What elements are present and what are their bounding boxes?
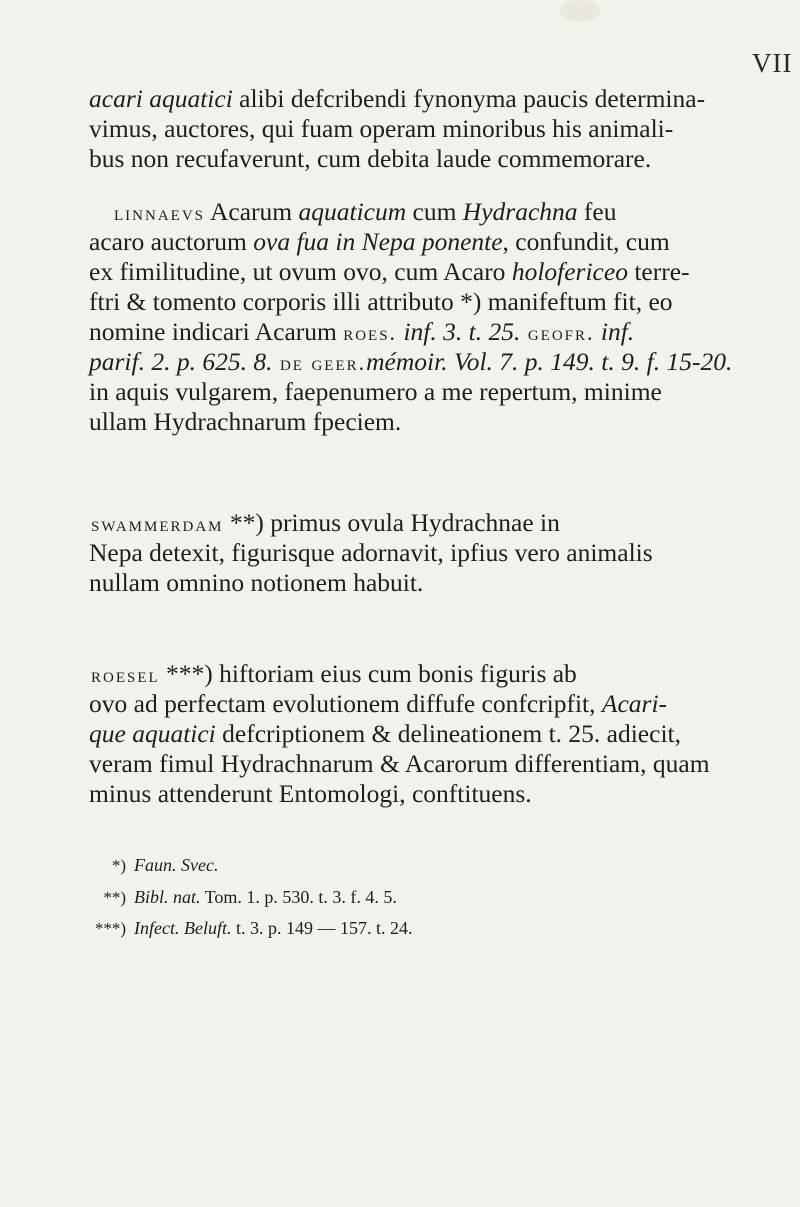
italic-text: acari aquatici: [89, 84, 233, 113]
text-run: ovo ad perfectam evolutionem diffufe confcripfit,: [89, 689, 602, 718]
author-name: de geer.: [272, 350, 367, 375]
text-run: terre-: [627, 257, 690, 286]
footnote: [82, 856, 218, 874]
italic-text: Infect. Beluft.: [134, 918, 232, 938]
text-run: ex fimilitudine, ut ovum ovo, cum Acaro: [89, 257, 512, 286]
text-run: nomine indicari Acarum: [89, 317, 344, 346]
italic-text: inf.: [594, 317, 635, 346]
text-run: alibi defcribendi fynonyma paucis determina-: [232, 84, 706, 113]
text-run: in aquis vulgarem, faepenumero a me repertum, minime: [89, 377, 662, 406]
text-run: nullam omnino notionem habuit.: [89, 568, 424, 597]
text-run: Acarum: [205, 197, 299, 226]
footnote-mark: **): [103, 888, 126, 907]
text-line: [91, 510, 560, 536]
author-name: geofr.: [520, 320, 595, 345]
text-run: Nepa detexit, figurisque adornavit, ipfius vero animalis: [89, 538, 653, 567]
text-line: [89, 259, 690, 285]
text-line: [89, 721, 681, 747]
author-name: swammerdam: [91, 511, 224, 536]
text-line: [89, 751, 710, 777]
text-line: [89, 289, 673, 315]
author-name: roesel: [91, 662, 160, 687]
text-line: [89, 409, 401, 435]
text-line: [114, 199, 616, 225]
text-run: ***) hiftoriam eius cum bonis figuris ab: [159, 659, 577, 688]
italic-text: Bibl. nat.: [134, 887, 201, 907]
text-run: Tom. 1. p. 530. t. 3. f. 4. 5.: [200, 887, 397, 907]
italic-text: parif. 2. p. 625. 8.: [89, 347, 273, 376]
text-line: [89, 86, 705, 112]
text-run: **) primus ovula Hydrachnae in: [223, 508, 560, 537]
italic-text: Hydrachna: [462, 197, 578, 226]
text-run: vimus, auctores, qui fuam operam minoribus his animali-: [89, 114, 674, 143]
text-run: bus non recufaverunt, cum debita laude commemorare.: [89, 144, 652, 173]
text-line: [89, 570, 423, 596]
footnote-mark: ***): [94, 919, 126, 938]
text-run: defcriptionem & delineationem t. 25. adiecit,: [215, 719, 681, 748]
author-name: roes.: [343, 320, 398, 345]
footnote: [82, 888, 397, 906]
italic-text: Faun. Svec.: [134, 855, 219, 875]
text-run: veram fimul Hydrachnarum & Acarorum differentiam, quam: [89, 749, 710, 778]
page-number: VII: [752, 48, 793, 78]
text-line: [91, 661, 577, 687]
text-line: [89, 116, 673, 142]
paper-stain: [560, 0, 600, 22]
italic-text: holofericeo: [511, 257, 628, 286]
text-run: cum: [406, 197, 463, 226]
footnote: [82, 919, 412, 937]
text-line: [89, 691, 667, 717]
text-run: t. 3. p. 149 — 157. t. 24.: [231, 918, 413, 938]
italic-text: aquaticum: [298, 197, 407, 226]
italic-text: inf. 3. t. 25.: [397, 317, 521, 346]
text-run: ftri & tomento corporis illi attributo *) manifeftum fit, eo: [89, 287, 673, 316]
text-line: [89, 319, 634, 345]
text-line: [89, 540, 653, 566]
text-line: [89, 229, 670, 255]
text-run: acaro auctorum: [89, 227, 254, 256]
text-run: feu: [577, 197, 617, 226]
text-run: ullam Hydrachnarum fpeciem.: [89, 407, 402, 436]
footnote-mark: *): [111, 856, 126, 875]
italic-text: que aquatici: [89, 719, 216, 748]
text-run: , confundit, cum: [502, 227, 670, 256]
author-name: linnaevs: [114, 200, 205, 225]
text-line: [89, 781, 532, 807]
text-line: [89, 146, 651, 172]
text-line: [89, 379, 662, 405]
italic-text: mémoir. Vol. 7. p. 149. t. 9. f. 15-20.: [366, 347, 733, 376]
text-run: minus attenderunt Entomologi, conftituens.: [89, 779, 532, 808]
text-line: [89, 349, 732, 375]
italic-text: ova fua in Nepa ponente: [253, 227, 503, 256]
italic-text: Acari-: [601, 689, 668, 718]
